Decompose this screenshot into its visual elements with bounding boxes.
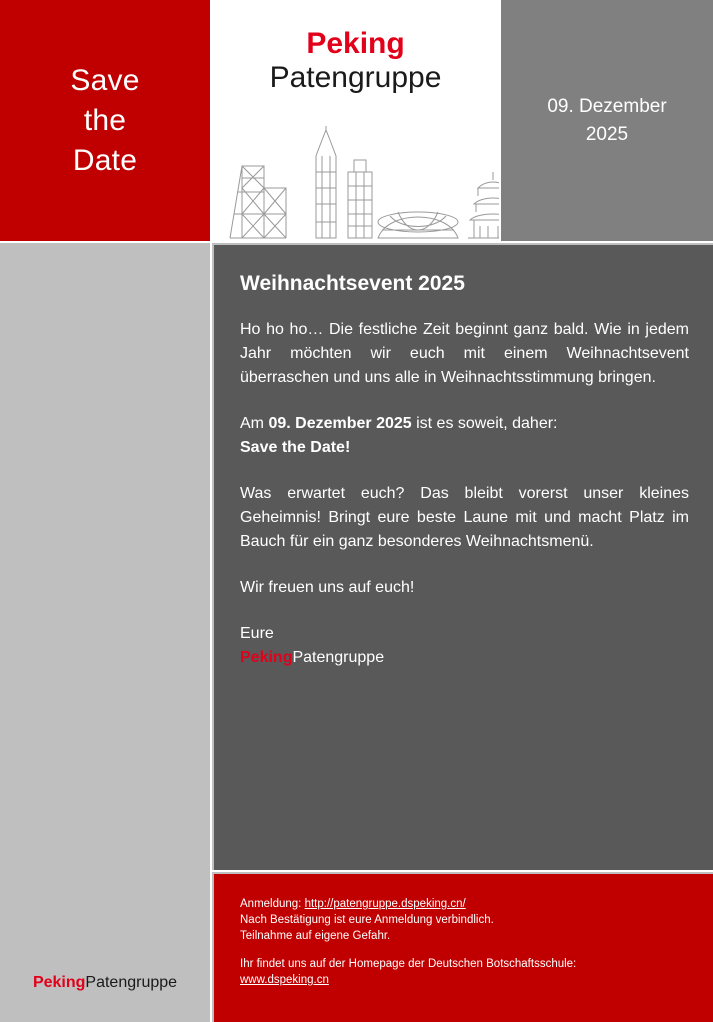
logo-block — [212, 0, 499, 241]
event-date-block — [501, 0, 713, 241]
save-line-3: Date — [72, 143, 138, 177]
main-paragraph-4: Wir freuen uns auf euch! — [240, 579, 415, 597]
signature-brand-bold: Peking — [240, 649, 293, 667]
footer-line-2: Nach Bestätigung ist eure Anmeldung verbindlich. — [240, 914, 494, 926]
event-date-line-1: 09. Dezember — [547, 95, 667, 117]
left-sidebar — [0, 243, 210, 1022]
main-text-panel — [212, 243, 713, 870]
para2-date: 09. Dezember 2025 — [268, 415, 412, 433]
logo-brand-bold: Peking — [306, 27, 405, 60]
para2-middle: ist es soweit, daher: — [411, 415, 558, 433]
event-date-text — [547, 93, 666, 149]
footer-panel — [212, 872, 713, 1022]
logo-brand-rest: Patengruppe — [269, 61, 442, 95]
footer-spacer — [240, 944, 693, 956]
save-line-1: Save — [70, 63, 140, 97]
footer-registration-label: Anmeldung: — [240, 898, 305, 910]
main-paragraph-2 — [240, 412, 689, 460]
homepage-link[interactable]: www.dspeking.cn — [240, 974, 329, 986]
registration-link[interactable]: http://patengruppe.dspeking.cn/ — [304, 898, 466, 910]
sidebar-brand — [0, 974, 210, 992]
sidebar-brand-bold: Peking — [32, 974, 86, 991]
main-paragraph-3: Was erwartet euch? Das bleibt vorerst unser kleines Geheimnis! Bringt eure beste Laune mit und macht Platz im Bauch für ein ganz besonderes Weihnachtsmenü. — [240, 485, 689, 551]
signature-line-1: Eure — [240, 625, 274, 643]
logo-title — [212, 0, 499, 95]
footer-registration-line — [240, 896, 693, 912]
main-paragraph-1: Ho ho ho… Die festliche Zeit beginnt ganz bald. Wie in jedem Jahr möchten wir euch mit einem Weihnachtsevent überraschen und uns alle in Weihnachtsstimmung bringen. — [240, 321, 689, 387]
save-line-2: the — [83, 103, 127, 137]
para2-cta: Save the Date! — [240, 439, 351, 457]
sidebar-brand-rest: Patengruppe — [85, 974, 178, 991]
footer-line-3: Teilnahme auf eigene Gefahr. — [240, 930, 391, 942]
save-the-date-text — [70, 61, 139, 181]
main-signature — [240, 622, 689, 670]
event-date-line-2: 2025 — [585, 123, 629, 145]
main-heading: Weihnachtsevent 2025 — [240, 272, 465, 295]
para2-prefix: Am — [240, 415, 269, 433]
footer-homepage-line — [240, 972, 693, 988]
footer-line-4: Ihr findet uns auf der Homepage der Deutschen Botschaftsschule: — [240, 958, 577, 970]
peking-skyline-icon — [212, 126, 499, 241]
signature-brand-rest: Patengruppe — [292, 649, 385, 667]
save-the-date-block — [0, 0, 210, 241]
